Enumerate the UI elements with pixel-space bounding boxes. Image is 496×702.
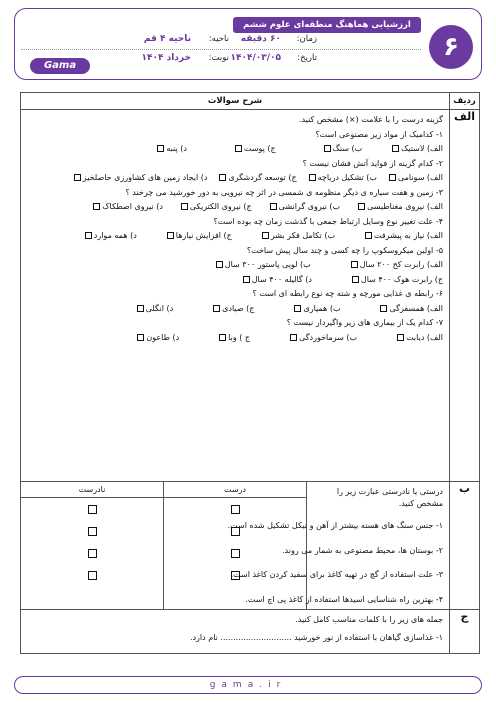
section-b-intro: درستی یا نادرستی عبارت زیر را مشخص کنید. — [336, 487, 443, 508]
option[interactable]: ب) سنگ — [324, 143, 362, 155]
checkbox[interactable] — [167, 232, 174, 239]
exam-title-banner: ارزشیابی هماهنگ منطقه‌ای علوم ششم — [233, 17, 421, 33]
section-c-label: ج — [450, 610, 480, 654]
question-4-options — [27, 230, 443, 242]
term-value: خرداد ۱۴۰۴ — [141, 53, 191, 63]
option[interactable]: الف) رابرت کخ ۲۰۰ سال — [351, 259, 443, 271]
question-6: ۶- رابطه ی غذایی مورچه و شته چه نوع رابطه ای است ؟ — [252, 289, 443, 298]
statement-3: ۳- علت استفاده از گچ در تهیه کاغذ برای سفید کردن کاغذ است. — [230, 570, 443, 579]
section-c-intro: جمله های زیر را با کلمات مناسب کامل کنید. — [295, 615, 443, 624]
section-a-questions — [21, 110, 450, 482]
false-checkbox[interactable] — [88, 505, 97, 514]
checkbox[interactable] — [351, 261, 358, 268]
false-checkbox[interactable] — [88, 527, 97, 536]
option[interactable]: د) پنبه — [157, 143, 187, 155]
option[interactable]: د) نیروی اصطکاک — [93, 201, 163, 213]
option[interactable]: الف) نیاز به پیشرفت — [365, 230, 443, 242]
fill-blank-1: ۱- غذاسازی گیاهان با استفاده از نور خورشید ............................ نام دارد. — [189, 632, 443, 642]
option[interactable]: الف) لاستیک — [392, 143, 443, 155]
statement-2: ۲- بوستان ها، محیط مصنوعی به شمار می روند. — [281, 545, 443, 555]
false-column — [21, 482, 164, 610]
true-checkbox[interactable] — [231, 549, 240, 558]
option[interactable]: د) طاعون — [137, 332, 179, 344]
true-column-header: درست — [164, 482, 306, 498]
checkbox[interactable] — [294, 305, 301, 312]
question-3: ۳- زمین و هفت سیاره ی دیگر منظومه ی شمسی در اثر چه نیرویی به دور خورشید می چرخند ؟ — [125, 187, 443, 197]
section-c-items — [21, 610, 450, 654]
checkbox[interactable] — [213, 305, 220, 312]
checkbox[interactable] — [181, 203, 188, 210]
checkbox[interactable] — [137, 305, 144, 312]
question-2: ۲- کدام گزینه از فواید آتش فشان نیست ؟ — [302, 158, 443, 168]
option[interactable]: ب) لویی پاستور ۳۰۰ سال — [216, 259, 311, 271]
checkbox[interactable] — [324, 145, 331, 152]
checkbox[interactable] — [243, 276, 250, 283]
checkbox[interactable] — [352, 276, 359, 283]
option[interactable]: ج) پوست — [235, 143, 276, 155]
checkbox[interactable] — [389, 174, 396, 181]
option[interactable]: د) انگلی — [137, 303, 173, 315]
region-label: ناحیه: — [208, 34, 229, 44]
checkbox[interactable] — [392, 145, 399, 152]
section-b-statements — [227, 482, 450, 610]
footer-site: gama.ir — [14, 676, 482, 694]
checkbox[interactable] — [397, 334, 404, 341]
gama-logo: Gama — [30, 58, 90, 74]
option[interactable]: ب) همیاری — [294, 303, 340, 315]
question-1-options — [27, 143, 443, 155]
checkbox[interactable] — [219, 334, 226, 341]
time-value: ۶۰ دقیقه — [240, 34, 281, 44]
option[interactable]: ب) نیروی گرانشی — [270, 201, 340, 213]
date-value: ۱۴۰۴/۰۳/۰۵ — [230, 53, 281, 63]
option[interactable]: ج) افزایش نیازها — [167, 230, 232, 242]
option[interactable]: الف) سونامی — [389, 172, 443, 184]
option[interactable]: د) ایجاد زمین های کشاورزی حاصلخیز — [74, 172, 208, 184]
checkbox[interactable] — [262, 232, 269, 239]
option[interactable]: ب) تشکیل دریاچه — [309, 172, 377, 184]
option[interactable]: د) گالیله ۴۰۰ سال — [243, 274, 312, 286]
option[interactable]: الف) همسفرگی — [380, 303, 443, 315]
option[interactable]: ج) توسعه گردشگری — [219, 172, 296, 184]
checkbox[interactable] — [365, 232, 372, 239]
option[interactable]: ب) سرماخوردگی — [290, 332, 357, 344]
true-checkbox[interactable] — [231, 505, 240, 514]
questions-column-header: شرح سوالات — [21, 93, 450, 110]
false-column-header: نادرست — [21, 482, 163, 498]
checkbox[interactable] — [270, 203, 277, 210]
term-label: نوبت: — [208, 53, 229, 63]
grade-badge: ۶ — [429, 25, 473, 69]
row-column-header: ردیف — [450, 93, 480, 110]
statement-1: ۱- جنس سنگ های هسته بیشتر از آهن و نیکل تشکیل شده است. — [227, 521, 443, 530]
checkbox[interactable] — [157, 145, 164, 152]
checkbox[interactable] — [85, 232, 92, 239]
false-checkbox[interactable] — [88, 571, 97, 580]
checkbox[interactable] — [216, 261, 223, 268]
option[interactable]: ب) تکامل فکر بشر — [262, 230, 335, 242]
checkbox[interactable] — [235, 145, 242, 152]
time-label: زمان: — [296, 34, 317, 44]
question-2-options — [27, 172, 443, 184]
checkbox[interactable] — [93, 203, 100, 210]
question-1: ۱- کدامیک از مواد زیر مصنوعی است؟ — [315, 129, 443, 139]
option[interactable]: الف) دیابت — [397, 332, 443, 344]
statement-4: ۴- بهترین راه شناسایی اسیدها استفاده از کاغذ پی اچ است. — [245, 594, 443, 604]
false-checkbox[interactable] — [88, 549, 97, 558]
question-7-options — [27, 332, 443, 344]
option[interactable]: ج ) وبا — [219, 332, 250, 344]
question-3-options — [27, 201, 443, 213]
section-b-label: ب — [450, 482, 480, 610]
checkbox[interactable] — [290, 334, 297, 341]
header-divider — [21, 49, 421, 50]
date-label: تاریخ: — [297, 53, 317, 63]
option[interactable]: ج) صیادی — [213, 303, 254, 315]
exam-table — [20, 92, 480, 654]
question-6-options — [27, 303, 443, 315]
option[interactable]: ج) نیروی الکتریکی — [181, 201, 252, 213]
region-value: ناحیه ۴ قم — [143, 34, 191, 44]
checkbox[interactable] — [219, 174, 226, 181]
option[interactable]: الف) نیروی مغناطیسی — [358, 201, 443, 213]
checkbox[interactable] — [74, 174, 81, 181]
question-5-options-b — [27, 274, 443, 286]
question-5: ۵- اولین میکروسکوپ را چه کسی و چند سال پیش ساخت؟ — [246, 245, 443, 255]
section-a-label: الف — [450, 110, 480, 482]
option[interactable]: د) همه موارد — [85, 230, 137, 242]
question-5-options-a — [27, 259, 443, 271]
checkbox[interactable] — [309, 174, 316, 181]
option[interactable]: ج) رابرت هوک ۴۰۰ سال — [352, 274, 443, 286]
question-4: ۴- علت تغییر نوع وسایل ارتباط جمعی با گذشت زمان چه بوده است؟ — [213, 216, 443, 226]
checkbox[interactable] — [380, 305, 387, 312]
question-7: ۷- کدام یک از بیماری های زیر واگیردار نیست ؟ — [286, 318, 443, 327]
checkbox[interactable] — [358, 203, 365, 210]
checkbox[interactable] — [137, 334, 144, 341]
section-a-intro: گزینه درست را با علامت (×) مشخص کنید. — [298, 115, 443, 124]
